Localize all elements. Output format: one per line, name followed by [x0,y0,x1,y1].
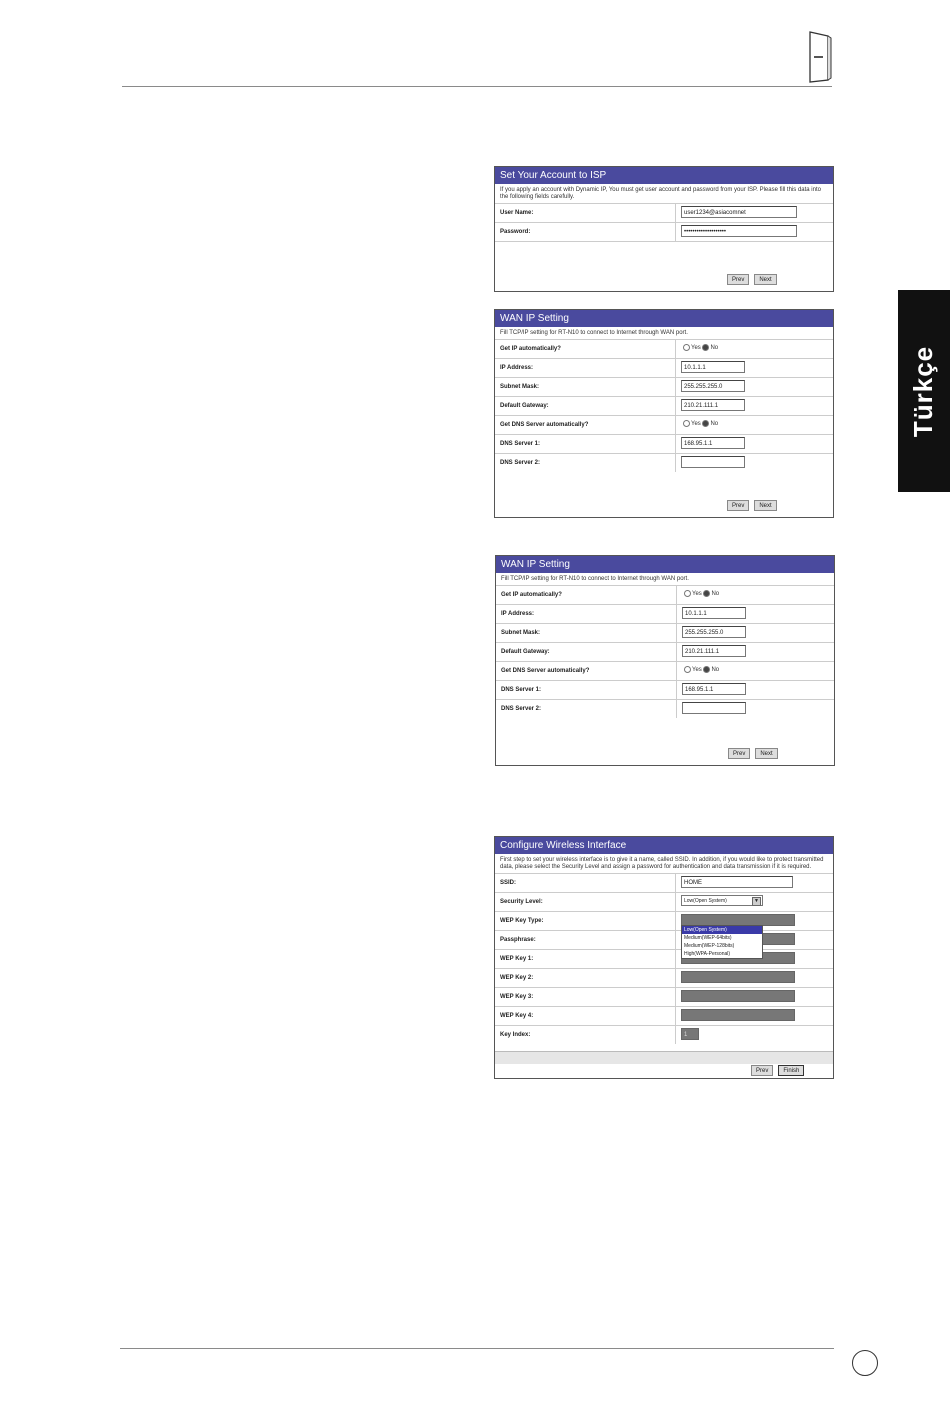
security-level-select[interactable] [681,895,763,906]
key-index-row [495,1026,833,1044]
passphrase-row [495,931,833,950]
nav-buttons [728,748,778,759]
key-index-label: Key Index: [500,1032,531,1038]
column-divider [675,988,676,1006]
column-divider [675,223,676,241]
nav-buttons [751,1065,804,1076]
radio-no-label: No [710,345,719,352]
user-name-input[interactable]: user1234@asiacomnet [681,206,797,218]
wep-key-3-label: WEP Key 3: [500,994,534,1000]
column-divider [675,435,676,453]
panel-title: WAN IP Setting [496,556,834,573]
column-divider [676,662,677,680]
wep-key-3-input [681,990,795,1002]
get-dns-auto-radio[interactable] [684,666,719,673]
radio-no-icon[interactable] [702,420,709,427]
dns-server-2-row [495,454,833,472]
wep-key-2-input [681,971,795,983]
default-gateway-row [496,643,834,662]
prev-button[interactable]: Prev [751,1065,773,1076]
wan-ip-panel-2 [495,555,835,766]
radio-no-label: No [710,421,719,428]
nav-buttons [727,274,777,285]
subnet-mask-input[interactable]: 255.255.255.0 [682,626,746,638]
ip-address-input[interactable]: 10.1.1.1 [682,607,746,619]
subnet-mask-row [496,624,834,643]
default-gateway-label: Default Gateway: [501,649,550,655]
column-divider [675,969,676,987]
radio-yes-label: Yes [691,421,701,428]
get-ip-auto-row [495,340,833,359]
column-divider [676,586,677,604]
column-divider [675,397,676,415]
column-divider [675,874,676,892]
get-ip-auto-radio[interactable] [684,590,719,597]
prev-button[interactable]: Prev [727,274,749,285]
radio-yes-label: Yes [691,345,701,352]
default-gateway-input[interactable]: 210.21.111.1 [682,645,746,657]
security-level-label: Security Level: [500,899,543,905]
wep-key-4-label: WEP Key 4: [500,1013,534,1019]
key-index-select: 1 [681,1028,699,1040]
wep-key-4-row [495,1007,833,1026]
panel-description: Fill TCP/IP setting for RT-N10 to connect to Internet through WAN port. [496,573,834,586]
dns-server-2-input[interactable] [682,702,746,714]
user-name-label: User Name: [500,210,534,216]
password-row [495,223,833,242]
panel-title: Set Your Account to ISP [495,167,833,184]
wep-key-type-row [495,912,833,931]
column-divider [675,912,676,930]
wireless-interface-panel [494,836,834,1079]
next-button[interactable]: Next [755,748,777,759]
security-option-wep128[interactable]: Medium(WEP-128bits) [684,943,735,949]
passphrase-label: Passphrase: [500,937,536,943]
column-divider [676,681,677,699]
ssid-input[interactable]: HOME [681,876,793,888]
get-ip-auto-label: Get IP automatically? [500,346,561,352]
get-dns-auto-row [495,416,833,435]
security-option-low[interactable]: Low(Open System) [682,926,762,934]
security-option-wep64[interactable]: Medium(WEP-64bits) [684,935,732,941]
page-number-circle [852,1350,878,1376]
ssid-label: SSID: [500,880,517,886]
wep-key-2-label: WEP Key 2: [500,975,534,981]
column-divider [675,454,676,472]
dns-server-1-label: DNS Server 1: [500,441,541,447]
wep-key-3-row [495,988,833,1007]
wep-key-1-label: WEP Key 1: [500,956,534,962]
get-dns-auto-row [496,662,834,681]
radio-no-label: No [711,667,720,674]
security-level-value: Low(Open System) [684,898,727,904]
security-level-row [495,893,833,912]
dns-server-2-label: DNS Server 2: [500,460,541,466]
wep-key-2-row [495,969,833,988]
column-divider [675,893,676,911]
radio-yes-icon[interactable] [683,344,690,351]
column-divider [675,950,676,968]
router-device-icon [806,30,832,84]
language-tab-label: Türkçe [908,345,939,437]
wep-key-4-input [681,1009,795,1021]
dns-server-1-row [495,435,833,454]
radio-no-icon[interactable] [702,344,709,351]
get-ip-auto-label: Get IP automatically? [501,592,562,598]
dns-server-1-input[interactable]: 168.95.1.1 [681,437,745,449]
dns-server-2-label: DNS Server 2: [501,706,542,712]
panel-title: Configure Wireless Interface [495,837,833,854]
subnet-mask-input[interactable]: 255.255.255.0 [681,380,745,392]
dns-server-1-input[interactable]: 168.95.1.1 [682,683,746,695]
security-option-wpa[interactable]: High(WPA-Personal) [684,951,731,957]
nav-buttons [727,500,777,511]
password-label: Password: [500,229,531,235]
ip-address-row [495,359,833,378]
dns-server-2-row [496,700,834,718]
password-input[interactable]: •••••••••••••••••••• [681,225,797,237]
get-ip-auto-radio[interactable] [683,344,718,351]
language-tab [898,290,950,492]
panel-description: If you apply an account with Dynamic IP, You must get user account and password from your ISP. Please fill this data into the following fields carefully. [495,184,833,204]
column-divider [676,624,677,642]
wep-key-type-label: WEP Key Type: [500,918,544,924]
isp-account-panel [494,166,834,292]
column-divider [675,204,676,222]
subnet-mask-row [495,378,833,397]
panel-footer-bar [495,1051,833,1064]
chevron-down-icon[interactable]: ▼ [752,897,761,906]
finish-button[interactable]: Finish [778,1065,804,1076]
dns-server-1-row [496,681,834,700]
subnet-mask-label: Subnet Mask: [500,384,540,390]
column-divider [675,931,676,949]
get-dns-auto-label: Get DNS Server automatically? [501,668,590,674]
get-ip-auto-row [496,586,834,605]
ip-address-row [496,605,834,624]
next-button[interactable]: Next [754,274,776,285]
panel-description: First step to set your wireless interface is to give it a name, called SSID. In addition, if you would like to protect transmitted data, please select the Security Level and assign a password for authentication and data transmission if it is required. [495,854,833,874]
default-gateway-label: Default Gateway: [500,403,549,409]
ip-address-label: IP Address: [500,365,534,371]
column-divider [675,340,676,358]
radio-yes-label: Yes [692,591,702,598]
column-divider [675,1026,676,1044]
column-divider [676,700,677,718]
ssid-row [495,874,833,893]
column-divider [675,359,676,377]
radio-no-icon[interactable] [703,666,710,673]
radio-no-icon[interactable] [703,590,710,597]
wan-ip-panel-1 [494,309,834,518]
security-level-dropdown [681,925,763,959]
radio-yes-icon[interactable] [684,666,691,673]
wep-key-1-row [495,950,833,969]
panel-title: WAN IP Setting [495,310,833,327]
default-gateway-row [495,397,833,416]
next-button[interactable]: Next [754,500,776,511]
dns-server-1-label: DNS Server 1: [501,687,542,693]
get-dns-auto-radio[interactable] [683,420,718,427]
column-divider [675,378,676,396]
user-name-row [495,204,833,223]
radio-no-label: No [711,591,720,598]
ip-address-input[interactable]: 10.1.1.1 [681,361,745,373]
radio-yes-icon[interactable] [684,590,691,597]
header-rule [122,86,832,87]
dns-server-2-input[interactable] [681,456,745,468]
footer-rule [120,1348,834,1349]
subnet-mask-label: Subnet Mask: [501,630,541,636]
prev-button[interactable]: Prev [727,500,749,511]
prev-button[interactable]: Prev [728,748,750,759]
radio-yes-icon[interactable] [683,420,690,427]
column-divider [675,1007,676,1025]
panel-description: Fill TCP/IP setting for RT-N10 to connect to Internet through WAN port. [495,327,833,340]
column-divider [676,643,677,661]
ip-address-label: IP Address: [501,611,535,617]
default-gateway-input[interactable]: 210.21.111.1 [681,399,745,411]
radio-yes-label: Yes [692,667,702,674]
get-dns-auto-label: Get DNS Server automatically? [500,422,589,428]
column-divider [676,605,677,623]
column-divider [675,416,676,434]
